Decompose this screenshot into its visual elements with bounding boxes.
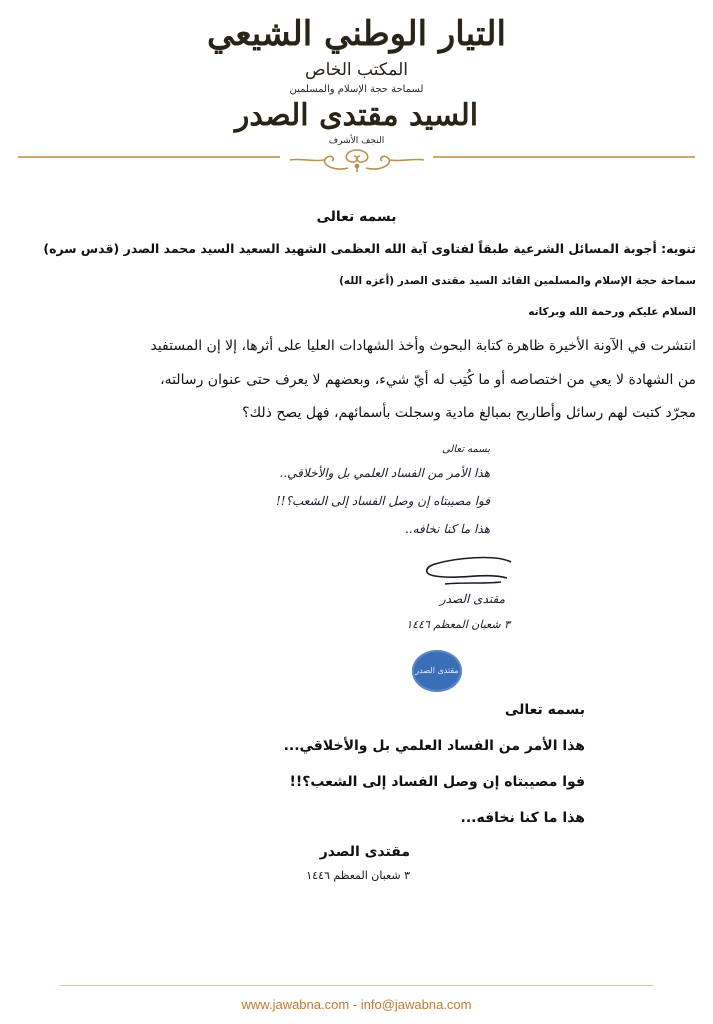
footer-contact: www.jawabna.com - info@jawabna.com xyxy=(241,997,472,1012)
seal-stamp xyxy=(412,650,462,692)
answer-line: هذا الأمر من الفساد العلمي بل والأخلاقي... xyxy=(283,738,585,754)
header-rule-left xyxy=(18,156,280,158)
seal-stamp-text: مقتدى الصدر xyxy=(415,666,459,675)
hand-sign-name: مقتدى الصدر xyxy=(439,592,505,606)
hand-basmala: بسمه تعالى xyxy=(441,444,490,455)
letterhead-name: السيد مقتدى الصدر xyxy=(234,98,479,133)
notice-line: تنويه: أجوبة المسائل الشرعية طبقاً لفتاوى آية الله العظمى الشهيد السعيد السيد محمد الصدر (قدس سره) xyxy=(43,241,696,256)
hand-line: هذا ما كنا نخافه.. xyxy=(404,522,490,536)
ornament-icon xyxy=(286,146,428,174)
question-basmala: بسمه تعالى xyxy=(316,209,397,225)
hand-line: فوا مصيبتاه إن وصل الفساد إلى الشعب؟!! xyxy=(275,494,490,508)
answer-line: فوا مصيبتاه إن وصل الفساد إلى الشعب؟!! xyxy=(289,774,585,790)
footer-divider xyxy=(60,985,653,986)
answer-sign-date: ٣ شعبان المعظم ١٤٤٦ xyxy=(306,869,410,882)
header-rule-right xyxy=(433,156,695,158)
answer-line: هذا ما كنا نخافه... xyxy=(460,810,585,826)
answer-basmala: بسمه تعالى xyxy=(504,702,585,718)
letterhead-org: التيار الوطني الشيعي xyxy=(207,14,506,54)
greeting-line: السلام عليكم ورحمة الله وبركاته xyxy=(528,306,696,318)
letterhead-city: النجف الأشرف xyxy=(328,136,385,146)
signature-icon xyxy=(415,552,515,590)
question-body-line: من الشهادة لا يعي من اختصاصه أو ما كُتِب له أيّ شيء، وبعضهم لا يعرف حتى عنوان رسالته، xyxy=(160,372,696,388)
letterhead-office-sub: لسماحة حجة الإسلام والمسلمين xyxy=(289,84,424,95)
answer-sign-name: مقتدى الصدر xyxy=(319,844,410,860)
letterhead-office: المكتب الخاص xyxy=(305,60,408,80)
hand-line: هذا الأمر من الفساد العلمي بل والأخلاقي.. xyxy=(279,466,490,480)
addressee-line: سماحة حجة الإسلام والمسلمين القائد السيد مقتدى الصدر (أعزه الله) xyxy=(339,275,696,287)
question-body-line: مجرّد كتبت لهم رسائل وأطاريح بمبالغ مادية وسجلت بأسمائهم، فهل يصح ذلك؟ xyxy=(242,405,696,421)
question-body-line: انتشرت في الآونة الأخيرة ظاهرة كتابة البحوث وأخذ الشهادات العليا على أثرها، إلا إن المستفيد xyxy=(150,338,696,354)
hand-sign-date: ٣ شعبان المعظم ١٤٤٦ xyxy=(406,618,510,631)
